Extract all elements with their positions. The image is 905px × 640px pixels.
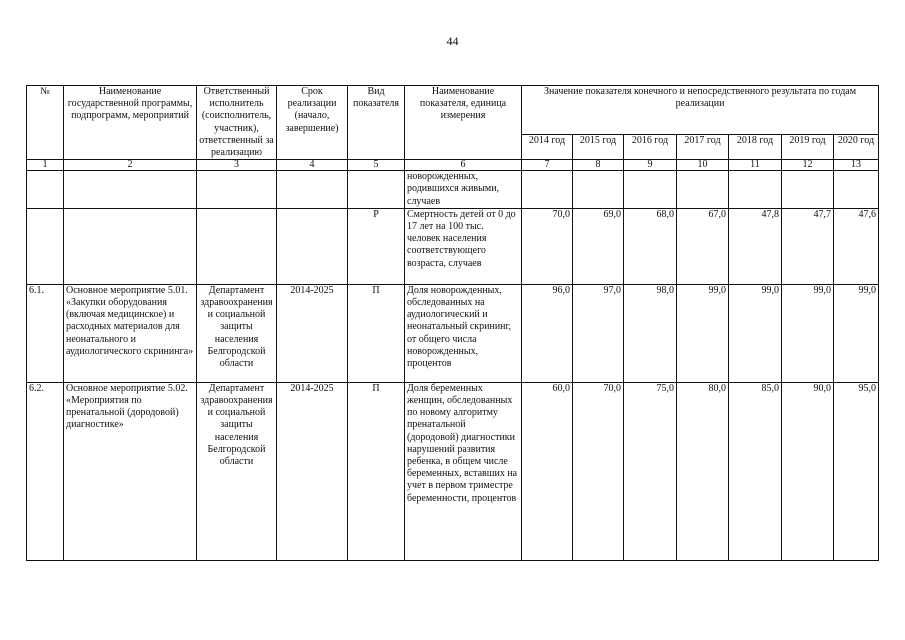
header-year: 2016 год [624,134,677,159]
program-name: Основное мероприятие 5.02. «Мероприятия по пренатальной (дородовой) диагностике» [64,382,197,560]
indicator-type: Р [348,208,405,284]
program-name: Основное мероприятие 5.01. «Закупки оборудования (включая медицинское) и расходных материалов для неонатального и аудиологического скрининга» [64,284,197,382]
value-cell: 67,0 [677,208,729,284]
value-cell [522,171,573,209]
indicators-table [26,85,879,561]
column-number: 8 [573,160,624,171]
column-number: 1 [27,160,64,171]
value-cell [624,171,677,209]
value-cell: 80,0 [677,382,729,560]
indicator-name: Доля беременных женщин, обследованных по новому алгоритму пренатальной (дородовой) диагностики нарушений развития ребенка, в общем числе беременных, вставших на учет в первом триместре беременности, процентов [405,382,522,560]
row-number [27,171,64,209]
column-number: 3 [197,160,277,171]
value-cell: 60,0 [522,382,573,560]
value-cell: 99,0 [729,284,782,382]
column-number: 12 [782,160,834,171]
indicator-type [348,171,405,209]
value-cell: 97,0 [573,284,624,382]
value-cell: 99,0 [834,284,879,382]
program-name [64,171,197,209]
header-indicator-name: Наименование показателя, единица измерения [405,86,522,160]
column-number: 7 [522,160,573,171]
value-cell: 85,0 [729,382,782,560]
value-cell: 99,0 [782,284,834,382]
responsible [197,208,277,284]
value-cell [834,171,879,209]
column-number: 11 [729,160,782,171]
column-number: 2 [64,160,197,171]
value-cell [573,171,624,209]
column-number: 5 [348,160,405,171]
value-cell: 90,0 [782,382,834,560]
header-indicator-type: Вид показателя [348,86,405,160]
value-cell: 47,7 [782,208,834,284]
value-cell: 98,0 [624,284,677,382]
indicator-type: П [348,284,405,382]
column-number: 6 [405,160,522,171]
column-number: 13 [834,160,879,171]
header-year: 2014 год [522,134,573,159]
term: 2014-2025 [277,284,348,382]
page-number: 44 [446,34,459,48]
table-row [27,208,879,284]
row-number: 6.2. [27,382,64,560]
column-number: 4 [277,160,348,171]
value-cell: 69,0 [573,208,624,284]
term [277,171,348,209]
value-cell: 70,0 [522,208,573,284]
value-cell: 70,0 [573,382,624,560]
value-cell [782,171,834,209]
value-cell: 68,0 [624,208,677,284]
header-year: 2017 год [677,134,729,159]
header-program-name: Наименование государственной программы, подпрограмм, мероприятий [64,86,197,160]
header-values: Значение показателя конечного и непосредственного результата по годам реализации [522,86,879,135]
header-no: № [27,86,64,160]
header-year: 2019 год [782,134,834,159]
header-year: 2015 год [573,134,624,159]
table-row [27,171,879,209]
responsible: Департамент здравоохранения и социальной защиты населения Белгородской области [197,284,277,382]
column-number: 9 [624,160,677,171]
header-year: 2018 год [729,134,782,159]
value-cell [677,171,729,209]
row-number [27,208,64,284]
value-cell: 95,0 [834,382,879,560]
value-cell: 47,8 [729,208,782,284]
value-cell: 47,6 [834,208,879,284]
program-name [64,208,197,284]
row-number: 6.1. [27,284,64,382]
term [277,208,348,284]
responsible [197,171,277,209]
header-term: Срок реализации (начало, завершение) [277,86,348,160]
indicator-type: П [348,382,405,560]
indicator-name: Доля новорожденных, обследованных на аудиологический и неонатальный скрининг, от общего числа новорожденных, процентов [405,284,522,382]
term: 2014-2025 [277,382,348,560]
responsible: Департамент здравоохранения и социальной защиты населения Белгородской области [197,382,277,560]
value-cell: 96,0 [522,284,573,382]
table-row [27,382,879,560]
table-row [27,284,879,382]
column-number: 10 [677,160,729,171]
header-year: 2020 год [834,134,879,159]
indicator-name: новорожденных, родившихся живыми, случаев [405,171,522,209]
value-cell [729,171,782,209]
value-cell: 75,0 [624,382,677,560]
header-responsible: Ответственный исполнитель (соисполнитель, участник), ответственный за реализацию [197,86,277,160]
value-cell: 99,0 [677,284,729,382]
indicator-name: Смертность детей от 0 до 17 лет на 100 тыс. человек населения соответствующего возраста, случаев [405,208,522,284]
